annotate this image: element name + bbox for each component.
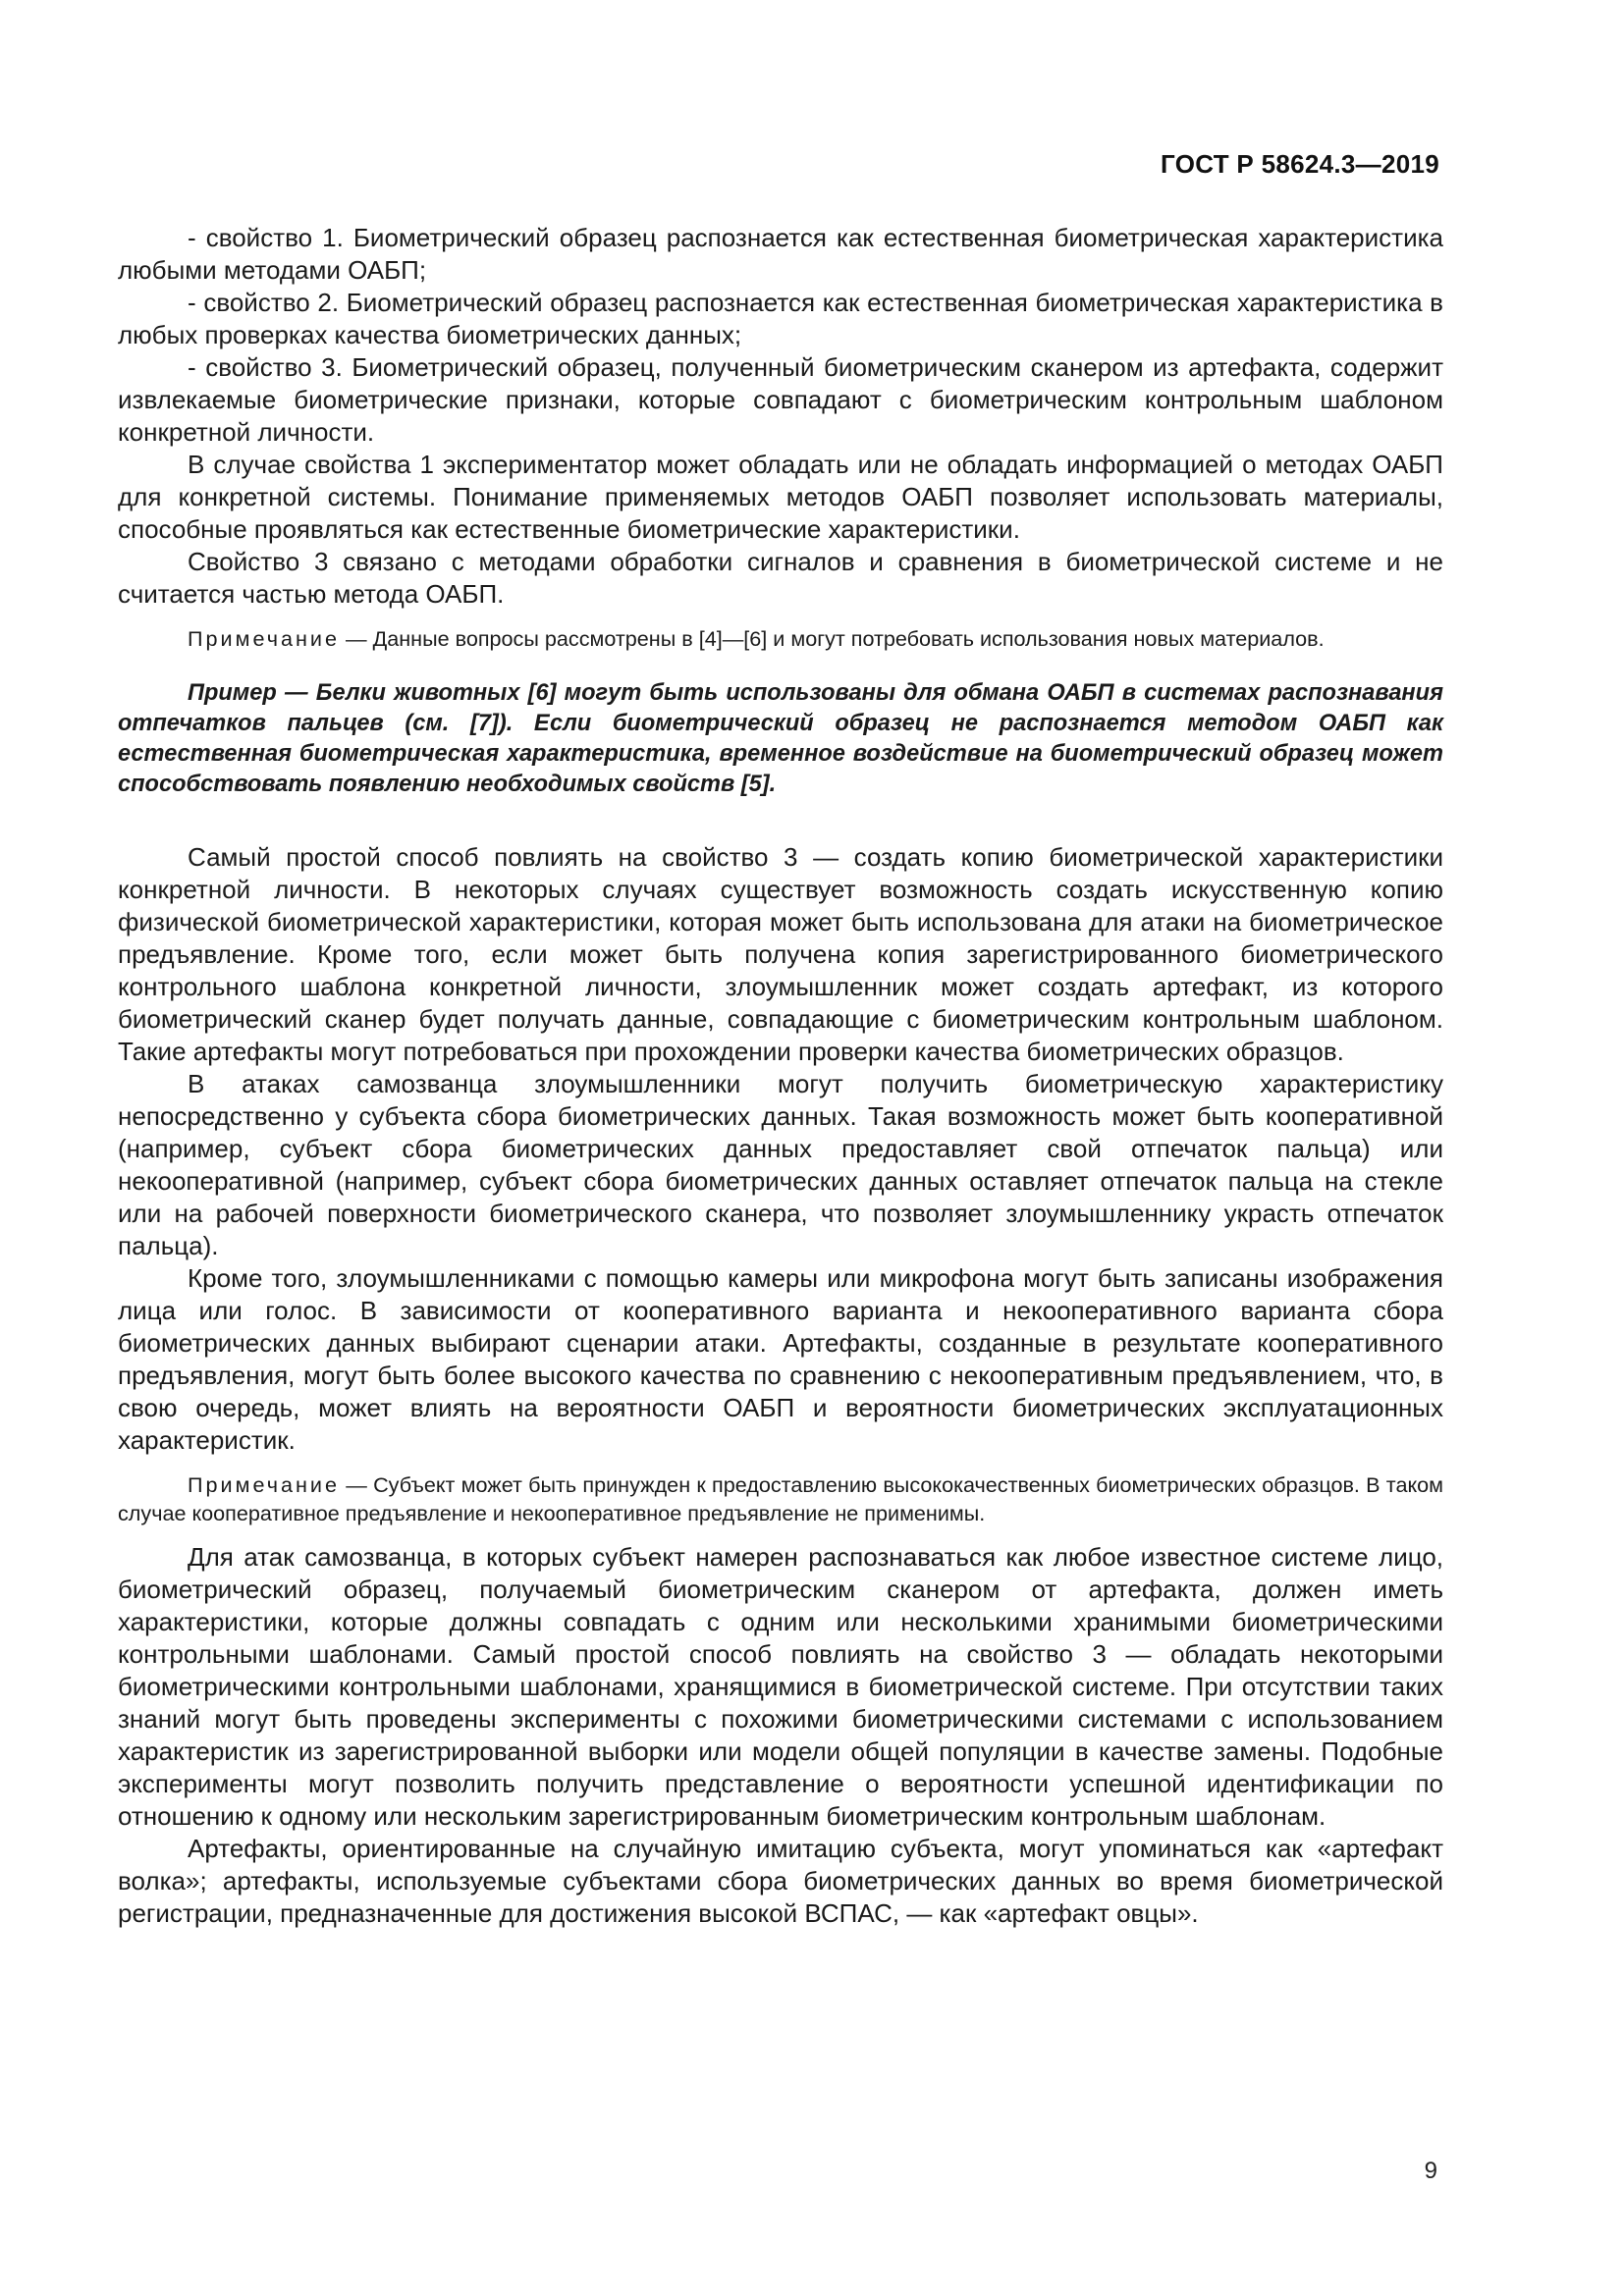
document-body	[118, 222, 1443, 1930]
paragraph: В случае свойства 1 экспериментатор может обладать или не обладать информацией о методах ОАБП для конкретной системы. Понимание применяемых методов ОАБП позволяет использовать материалы, способные проявляться как естественные биометрические характеристики.	[118, 450, 1443, 544]
paragraph: Кроме того, злоумышленниками с помощью камеры или микрофона могут быть записаны изображения лица или голос. В зависимости от кооперативного варианта и некооперативного варианта сбора биометрических данных выбирают сценарии атаки. Артефакты, созданные в результате кооперативного предъявления, могут быть более высокого качества по сравнению с некооперативным предъявлением, что, в свою очередь, может влиять на вероятности ОАБП и вероятности биометрических эксплуатационных характеристик.	[118, 1263, 1443, 1455]
note-text: — Данные вопросы рассмотрены в [4]—[6] и могут потребовать использования новых материалов.	[340, 626, 1325, 651]
paragraph: Самый простой способ повлиять на свойство 3 — создать копию биометрической характеристики конкретной личности. В некоторых случаях существует возможность создать искусственную копию физической биометрической характеристики, которая может быть использована для атаки на биометрическое предъявление. Кроме того, если может быть получена копия зарегистрированного биометрического контрольного шаблона конкретной личности, злоумышленник может создать артефакт, из которого биометрический сканер будет получать данные, совпадающие с биометрическим контрольным шаблоном. Такие артефакты могут потребоваться при прохождении проверки качества биометрических образцов.	[118, 842, 1443, 1066]
paragraph-property-2: - свойство 2. Биометрический образец распознается как естественная биометрическая характеристика в любых проверках качества биометрических данных;	[118, 288, 1443, 349]
document-header: ГОСТ Р 58624.3—2019	[1161, 149, 1439, 179]
page-number: 9	[1424, 2158, 1437, 2184]
paragraph: В атаках самозванца злоумышленники могут получить биометрическую характеристику непосредственно у субъекта сбора биометрических данных. Такая возможность может быть кооперативной (например, субъект сбора биометрических данных предоставляет свой отпечаток пальца) или некооперативной (например, субъект сбора биометрических данных оставляет отпечаток пальца на стекле или на рабочей поверхности биометрического сканера, что позволяет злоумышленнику украсть отпечаток пальца).	[118, 1069, 1443, 1260]
note-text: — Субъект может быть принужден к предоставлению высококачественных биометрических образцов. В таком случае кооперативное предъявление и некооперативное предъявление не применимы.	[118, 1472, 1443, 1525]
paragraph-property-1: - свойство 1. Биометрический образец распознается как естественная биометрическая характеристика любыми методами ОАБП;	[118, 223, 1443, 285]
paragraph: Для атак самозванца, в которых субъект намерен распознаваться как любое известное системе лицо, биометрический образец, получаемый биометрическим сканером от артефакта, должен иметь характеристики, которые должны совпадать с одним или несколькими хранимыми биометрическими контрольными шаблонами. Самый простой способ повлиять на свойство 3 — обладать некоторыми биометрическими контрольными шаблонами, хранящимися в биометрической системе. При отсутствии таких знаний могут быть проведены эксперименты с похожими биометрическими системами с использованием характеристик из зарегистрированной выборки или модели общей популяции в качестве замены. Подобные эксперименты могут позволить получить представление о вероятности успешной идентификации по отношению к одному или нескольким зарегистрированным биометрическим контрольным шаблонам.	[118, 1542, 1443, 1831]
paragraph-property-3: - свойство 3. Биометрический образец, полученный биометрическим сканером из артефакта, содержит извлекаемые биометрические признаки, которые совпадают с биометрическим контрольным шаблоном конкретной личности.	[118, 352, 1443, 447]
example: Пример — Белки животных [6] могут быть использованы для обмана ОАБП в системах распознавания отпечатков пальцев (см. [7]). Если биометрический образец не распознается методом ОАБП как естественная биометрическая характеристика, временное воздействие на биометрический образец может способствовать появлению необходимых свойств [5].	[118, 680, 1443, 797]
paragraph: Артефакты, ориентированные на случайную имитацию субъекта, могут упоминаться как «артефакт волка»; артефакты, используемые субъектами сбора биометрических данных во время биометрической регистрации, предназначенные для достижения высокой ВСПАС, — как «артефакт овцы».	[118, 1834, 1443, 1928]
note	[118, 624, 1443, 653]
note-label: Примечание	[188, 1472, 340, 1497]
note-label: Примечание	[188, 626, 340, 651]
paragraph: Свойство 3 связано с методами обработки сигналов и сравнения в биометрической системе и не считается частью метода ОАБП.	[118, 547, 1443, 609]
note	[118, 1470, 1443, 1527]
